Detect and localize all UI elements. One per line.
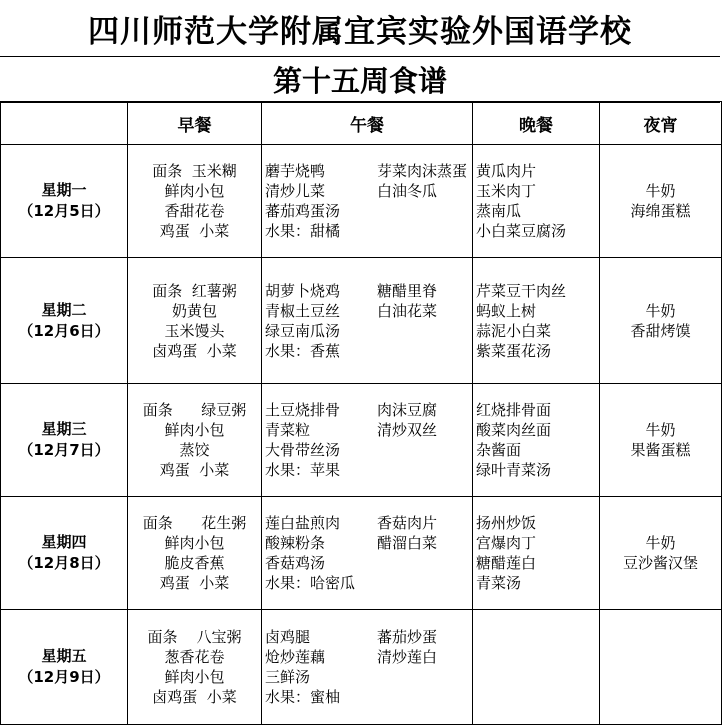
breakfast-item: 葱香花卷: [164, 648, 225, 666]
lunch-cell: [262, 258, 473, 384]
night-snack-item: 牛奶: [645, 182, 676, 200]
dinner-cell: [473, 497, 600, 610]
day-cell: [1, 384, 128, 497]
dinner-item: 蒜泥小白菜: [476, 321, 552, 340]
day-row: [1, 497, 722, 610]
breakfast-item: 鸡蛋 小菜: [159, 461, 230, 479]
dinner-item: 蒸南瓜: [476, 202, 522, 220]
day-name: 星期一: [41, 181, 87, 199]
lunch-row: [265, 667, 472, 687]
night-snack-item: 果酱蛋糕: [630, 441, 691, 459]
breakfast-cell: [128, 610, 262, 725]
day-row: [1, 258, 722, 384]
day-date: （12月8日）: [18, 554, 110, 572]
lunch-item: 蕃茄鸡蛋汤: [265, 202, 341, 220]
breakfast-item: 蒸饺: [179, 441, 210, 459]
breakfast-item: 卤鸡蛋 小菜: [152, 341, 237, 360]
night-snack-cell: [600, 145, 722, 258]
dinner-item: 糖醋莲白: [476, 554, 537, 572]
breakfast-item: 脆皮香蕉: [164, 554, 225, 572]
breakfast-cell: [128, 497, 262, 610]
lunch-item: 水果：哈密瓜: [265, 574, 356, 592]
dinner-item: 扬州炒饭: [476, 514, 537, 532]
breakfast-item: 奶黄包: [171, 301, 217, 320]
lunch-item: 青菜粒: [265, 421, 311, 439]
dinner-item: 杂酱面: [476, 441, 522, 459]
breakfast-item: 面条 玉米糊: [152, 162, 237, 180]
day-cell: [1, 145, 128, 258]
breakfast-item: 玉米馒头: [164, 321, 225, 340]
dinner-cell: [473, 384, 600, 497]
lunch-item: 酸辣粉条: [265, 534, 326, 552]
dinner-item: 酸菜肉丝面: [476, 421, 552, 439]
lunch-item: 蘑芋烧鸭: [265, 162, 326, 180]
lunch-row: [265, 301, 472, 321]
breakfast-item: 面条 绿豆粥: [142, 401, 247, 419]
week-title: 第十五周食谱: [0, 57, 720, 103]
lunch-item: 清炒莲白: [377, 648, 438, 666]
lunch-item: 卤鸡腿: [265, 628, 311, 646]
day-date: （12月7日）: [18, 441, 110, 459]
breakfast-item: 卤鸡蛋 小菜: [152, 688, 237, 706]
school-name: 四川师范大学附属宜宾实验外国语学校: [0, 0, 720, 57]
lunch-item: 水果：甜橘: [265, 222, 341, 240]
day-date: （12月9日）: [18, 668, 110, 686]
lunch-item: 醋溜白菜: [377, 534, 438, 552]
night-snack-cell: [600, 497, 722, 610]
breakfast-item: 面条 八宝粥: [147, 628, 242, 646]
dinner-item: 蚂蚁上树: [476, 301, 537, 320]
weekly-menu-table: [0, 101, 722, 725]
night-snack-item: 豆沙酱汉堡: [622, 554, 698, 572]
header-lunch: 午餐: [262, 102, 473, 145]
header-row: [1, 102, 722, 145]
dinner-item: 芹菜豆干肉丝: [476, 281, 567, 300]
lunch-row: [265, 460, 472, 480]
lunch-row: [265, 281, 472, 301]
night-snack-item: 牛奶: [645, 421, 676, 439]
breakfast-item: 鸡蛋 小菜: [159, 574, 230, 592]
breakfast-cell: [128, 258, 262, 384]
lunch-row: [265, 513, 472, 533]
night-snack-item: 海绵蛋糕: [630, 202, 691, 220]
dinner-item: 青菜汤: [476, 574, 522, 592]
lunch-item: 清炒儿菜: [265, 182, 326, 200]
dinner-cell: [473, 610, 600, 725]
breakfast-item: 鲜肉小包: [164, 421, 225, 439]
night-snack-cell: [600, 258, 722, 384]
lunch-row: [265, 161, 472, 181]
lunch-cell: [262, 384, 473, 497]
day-cell: [1, 497, 128, 610]
lunch-row: [265, 420, 472, 440]
day-cell: [1, 258, 128, 384]
breakfast-item: 鸡蛋 小菜: [159, 222, 230, 240]
lunch-item: 绿豆南瓜汤: [265, 321, 341, 340]
lunch-row: [265, 573, 472, 593]
night-snack-cell: [600, 384, 722, 497]
breakfast-item: 鲜肉小包: [164, 668, 225, 686]
breakfast-item: 面条 花生粥: [142, 514, 247, 532]
lunch-row: [265, 440, 472, 460]
lunch-item: 蕃茄炒蛋: [377, 628, 438, 646]
header-dinner: 晚餐: [473, 102, 600, 145]
day-name: 星期二: [41, 300, 87, 319]
dinner-cell: [473, 145, 600, 258]
day-row: [1, 145, 722, 258]
dinner-item: 小白菜豆腐汤: [476, 222, 567, 240]
dinner-item: 玉米肉丁: [476, 182, 537, 200]
lunch-item: 三鲜汤: [265, 668, 311, 686]
lunch-row: [265, 181, 472, 201]
lunch-item: 芽菜肉沫蒸蛋: [377, 162, 468, 180]
dinner-item: 紫菜蛋花汤: [476, 341, 552, 360]
breakfast-item: 鲜肉小包: [164, 534, 225, 552]
day-row: [1, 384, 722, 497]
lunch-item: 香菇肉片: [377, 514, 438, 532]
lunch-row: [265, 201, 472, 221]
lunch-row: [265, 687, 472, 707]
dinner-cell: [473, 258, 600, 384]
night-snack-item: 牛奶: [645, 534, 676, 552]
lunch-item: 糖醋里脊: [377, 281, 438, 300]
lunch-item: 胡萝卜烧鸡: [265, 281, 341, 300]
lunch-item: 肉沫豆腐: [377, 401, 438, 419]
lunch-row: [265, 533, 472, 553]
breakfast-cell: [128, 145, 262, 258]
day-date: （12月6日）: [18, 321, 110, 340]
lunch-cell: [262, 145, 473, 258]
lunch-cell: [262, 497, 473, 610]
lunch-item: 炝炒莲藕: [265, 648, 326, 666]
day-name: 星期五: [41, 647, 87, 665]
day-name: 星期三: [41, 420, 87, 438]
lunch-row: [265, 627, 472, 647]
lunch-item: 香菇鸡汤: [265, 554, 326, 572]
dinner-item: 绿叶青菜汤: [476, 461, 552, 479]
lunch-cell: [262, 610, 473, 725]
day-date: （12月5日）: [18, 202, 110, 220]
lunch-item: 青椒土豆丝: [265, 301, 341, 320]
breakfast-cell: [128, 384, 262, 497]
lunch-item: 水果：香蕉: [265, 341, 341, 360]
lunch-item: 白油冬瓜: [377, 182, 438, 200]
lunch-item: 水果：苹果: [265, 461, 341, 479]
header-corner: [1, 102, 128, 145]
lunch-item: 白油花菜: [377, 301, 438, 320]
breakfast-item: 香甜花卷: [164, 202, 225, 220]
night-snack-item: 牛奶: [645, 301, 676, 320]
lunch-row: [265, 341, 472, 361]
lunch-item: 水果：蜜柚: [265, 688, 341, 706]
breakfast-item: 面条 红薯粥: [152, 281, 237, 300]
day-row: [1, 610, 722, 725]
lunch-item: 大骨带丝汤: [265, 441, 341, 459]
lunch-row: [265, 321, 472, 341]
breakfast-item: 鲜肉小包: [164, 182, 225, 200]
lunch-item: 清炒双丝: [377, 421, 438, 439]
night-snack-cell: [600, 610, 722, 725]
day-cell: [1, 610, 128, 725]
header-night-snack: 夜宵: [600, 102, 722, 145]
lunch-row: [265, 553, 472, 573]
header-breakfast: 早餐: [128, 102, 262, 145]
dinner-item: 宫爆肉丁: [476, 534, 537, 552]
day-name: 星期四: [41, 533, 87, 551]
lunch-row: [265, 221, 472, 241]
lunch-row: [265, 400, 472, 420]
lunch-item: 土豆烧排骨: [265, 401, 341, 419]
night-snack-item: 香甜烤馍: [630, 321, 691, 340]
lunch-item: 莲白盐煎肉: [265, 514, 341, 532]
dinner-item: 红烧排骨面: [476, 401, 552, 419]
dinner-item: 黄瓜肉片: [476, 162, 537, 180]
lunch-row: [265, 647, 472, 667]
